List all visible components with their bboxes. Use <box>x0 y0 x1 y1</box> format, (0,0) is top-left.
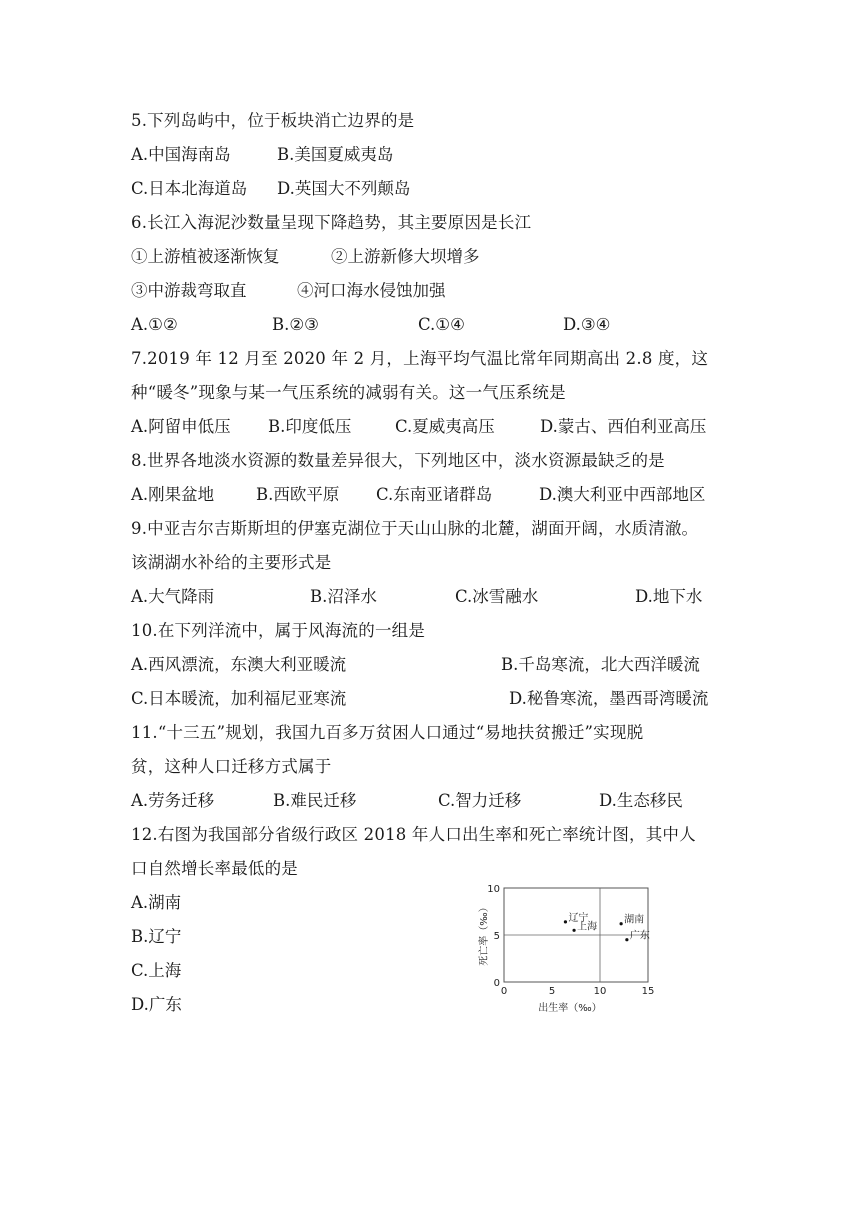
chart-reference-lines <box>504 888 648 982</box>
q6-statement-2: ②上游新修大坝增多 <box>331 247 480 266</box>
data-label-广东: 广东 <box>629 930 650 942</box>
data-point-上海 <box>572 929 575 932</box>
q10-stem: 10.在下列洋流中，属于风海流的一组是 <box>131 621 426 640</box>
q7-option-a: A.阿留申低压 <box>131 417 231 436</box>
q7-option-b: B.印度低压 <box>268 417 352 436</box>
q9-stem-line-1: 9.中亚吉尔吉斯斯坦的伊塞克湖位于天山山脉的北麓，湖面开阔，水质清澈。 <box>131 519 699 538</box>
y-tick-label: 0 <box>493 978 500 989</box>
q6-stem: 6.长江入海泥沙数量呈现下降趋势，其主要原因是长江 <box>131 213 532 232</box>
q12-option-b: B.辽宁 <box>131 927 182 946</box>
birth-death-rate-chart <box>472 878 668 1020</box>
q12-stem-line-1: 12.右图为我国部分省级行政区 2018 年人口出生率和死亡率统计图，其中人 <box>131 825 696 844</box>
q12-option-d: D.广东 <box>131 995 182 1014</box>
q7-option-c: C.夏威夷高压 <box>395 417 495 436</box>
q5-option-c: C.日本北海道岛 <box>131 179 248 198</box>
x-tick-label: 15 <box>641 986 655 997</box>
y-tick-label: 5 <box>493 931 500 942</box>
q6-option-a: A.①② <box>131 315 178 334</box>
q8-option-c: C.东南亚诸群岛 <box>376 485 493 504</box>
q10-option-d: D.秘鲁寒流，墨西哥湾暖流 <box>509 689 709 708</box>
q11-option-a: A.劳务迁移 <box>131 791 215 810</box>
q9-option-a: A.大气降雨 <box>131 587 215 606</box>
data-point-辽宁 <box>564 920 567 923</box>
q10-option-a: A.西风漂流，东澳大利亚暖流 <box>131 655 347 674</box>
q6-option-b: B.②③ <box>272 315 319 334</box>
chart-x-axis-label: 出生率（‰） <box>538 1003 602 1014</box>
q5-stem: 5.下列岛屿中，位于板块消亡边界的是 <box>131 111 415 130</box>
q9-option-b: B.沼泽水 <box>310 587 377 606</box>
y-tick-label: 10 <box>487 884 500 895</box>
q6-statement-4: ④河口海水侵蚀加强 <box>297 281 446 300</box>
q6-option-d: D.③④ <box>563 315 611 334</box>
x-tick-label: 10 <box>593 986 607 997</box>
q10-option-b: B.千岛寒流，北大西洋暖流 <box>501 655 700 674</box>
q7-option-d: D.蒙古、西伯利亚高压 <box>540 417 707 436</box>
q11-option-d: D.生态移民 <box>599 791 683 810</box>
q7-stem-line-1: 7.2019 年 12 月至 2020 年 2 月，上海平均气温比常年同期高出 2.8 度，这 <box>131 349 709 368</box>
q5-option-a: A.中国海南岛 <box>131 145 231 164</box>
data-label-湖南: 湖南 <box>624 914 645 926</box>
q11-stem-line-2: 贫，这种人口迁移方式属于 <box>131 757 332 776</box>
x-tick-label: 5 <box>548 986 556 997</box>
x-tick-label: 0 <box>500 986 508 997</box>
q8-option-a: A.刚果盆地 <box>131 485 215 504</box>
q11-option-b: B.难民迁移 <box>273 791 357 810</box>
q12-option-a: A.湖南 <box>131 893 182 912</box>
q9-option-d: D.地下水 <box>635 587 703 606</box>
q9-stem-line-2: 该湖湖水补给的主要形式是 <box>131 553 332 572</box>
q11-option-c: C.智力迁移 <box>438 791 522 810</box>
q6-statement-3: ③中游裁弯取直 <box>131 281 247 300</box>
q12-option-c: C.上海 <box>131 961 182 980</box>
q6-option-c: C.①④ <box>418 315 465 334</box>
q7-stem-line-2: 种“暖冬”现象与某一气压系统的减弱有关。这一气压系统是 <box>131 383 566 402</box>
q8-option-b: B.西欧平原 <box>256 485 340 504</box>
data-label-辽宁: 辽宁 <box>568 912 589 924</box>
q10-option-c: C.日本暖流，加利福尼亚寒流 <box>131 689 347 708</box>
q6-statement-1: ①上游植被逐渐恢复 <box>131 247 280 266</box>
q5-option-d: D.英国大不列颠岛 <box>277 179 411 198</box>
q8-stem: 8.世界各地淡水资源的数量差异很大，下列地区中，淡水资源最缺乏的是 <box>131 451 665 470</box>
chart-y-axis-label: 死亡率（‰） <box>479 902 490 966</box>
data-point-湖南 <box>620 922 623 925</box>
q8-option-d: D.澳大利亚中西部地区 <box>539 485 706 504</box>
data-label-上海: 上海 <box>577 921 598 933</box>
q9-option-c: C.冰雪融水 <box>455 587 539 606</box>
chart-points <box>564 911 650 942</box>
data-point-广东 <box>625 938 628 941</box>
q12-stem-line-2: 口自然增长率最低的是 <box>131 859 298 878</box>
q11-stem-line-1: 11.“十三五”规划，我国九百多万贫困人口通过“易地扶贫搬迁”实现脱 <box>131 723 644 742</box>
q5-option-b: B.美国夏威夷岛 <box>277 145 394 164</box>
